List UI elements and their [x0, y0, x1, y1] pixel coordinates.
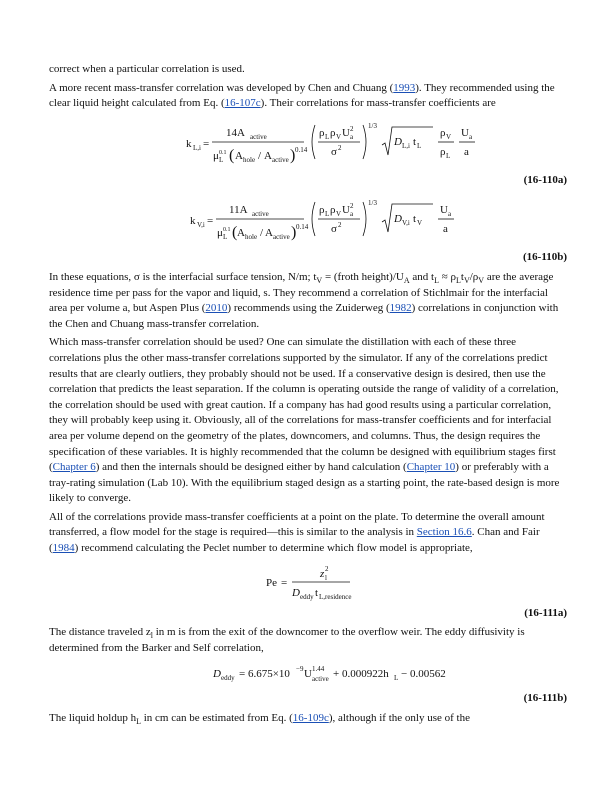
svg-text:V,i: V,i: [402, 219, 410, 228]
paragraph-residence-time: In these equations, σ is the interfacial surface tension, N/m; $t_V$ = (froth $height)/U_A$ and $t_L \approx \rho_Lt_V/\rho_V$ are the average residence time per pass for the vapor and liquid, s. They recommend a correlation of Stichlmair for the interfacial area per volume a, but Aspen Plus (2010) recommends using the Zuiderweg (1982) correlations in conjunction with the Chen and Chuang mass-transfer correlation.: [49, 270, 559, 330]
citation-link-1984[interactable]: 1984: [52, 542, 75, 555]
svg-text:L: L: [394, 674, 399, 683]
svg-text:V: V: [446, 132, 452, 141]
svg-text:ρ: ρ: [440, 145, 446, 158]
svg-text:hole: hole: [243, 155, 256, 164]
svg-text:2: 2: [338, 221, 342, 230]
svg-text:a: a: [350, 210, 354, 219]
svg-text:): ): [291, 224, 297, 242]
equation-number-16-110b: (16-110b): [523, 251, 567, 264]
svg-text:D: D: [394, 135, 402, 148]
svg-text:/: /: [258, 149, 262, 162]
svg-text:l: l: [325, 573, 327, 582]
svg-text:(: (: [232, 224, 238, 242]
chapter-6-link[interactable]: Chapter 6: [52, 461, 96, 474]
paragraph-which-correlation: Which mass-transfer correlation should be used? One can simulate the distillation with each of these three correlations plus the other mass-transfer correlations supported by the simulator. If any of the correlations predict results that are clearly outliers, they probably should not be used. If a conservative design is desired, then use the correlation that predicts the least separation. If the column is operating outside the range of validity of a correlation, the correlation should be used with great caution. If a company has had good results using a particular correlation, they will probably keep using it. Obviously, all of the correlations for mass-transfer coefficients and for interfacial area per volume depend on the geometry of the plates, downcomers, and columns. Thus, the design requires the specification of these variables. It is highly recommended that the column be designed with equilibrium stages first (Chapter 6) and then the internals should be designed either by hand calculation (Chapter 10) or preferably with a tray-rating simulation (Lab 10). With the equilibrium staged design as a starting point, the rate-based design is more likely to converge.: [49, 336, 560, 505]
svg-text:L: L: [325, 210, 330, 219]
svg-text:2: 2: [350, 202, 354, 211]
svg-text:=: =: [203, 137, 210, 150]
svg-text:a: a: [448, 210, 452, 219]
svg-text:=: =: [281, 576, 288, 589]
svg-text:σ: σ: [331, 223, 337, 236]
svg-text:D: D: [292, 586, 300, 599]
eq1-lhs: k: [186, 137, 192, 150]
svg-text:0.14: 0.14: [296, 223, 309, 232]
equation-number-16-110a: (16-110a): [523, 173, 567, 186]
equation-16-110a: [49, 115, 567, 171]
svg-text:Pe: Pe: [266, 576, 277, 589]
svg-text:L: L: [417, 141, 422, 150]
svg-text:t: t: [315, 586, 319, 599]
svg-text:ρ: ρ: [440, 126, 446, 139]
svg-text:U: U: [342, 204, 350, 217]
svg-text:μ: μ: [213, 149, 219, 162]
svg-text:D: D: [213, 668, 221, 681]
paragraph-flow-model: All of the correlations provide mass-transfer coefficients at a point on the plate. To determine the overall amount transferred, a flow model for the stage is required—this is similar to the analysis in Section 16.6. Chan and Fair (1984) recommend calculating the Peclet number to determine which flow model is appropriate,: [49, 510, 545, 555]
svg-text:A: A: [235, 149, 243, 162]
equation-16-111a: [49, 560, 567, 604]
svg-text:0.14: 0.14: [295, 145, 308, 154]
svg-text:A: A: [265, 227, 273, 240]
svg-text:L: L: [446, 151, 451, 160]
svg-text:ρ: ρ: [330, 126, 336, 139]
svg-text:ρ: ρ: [319, 204, 325, 217]
svg-text:V: V: [417, 219, 423, 228]
svg-text:− 0.00562: − 0.00562: [401, 668, 446, 681]
equation-16-110b: [49, 192, 567, 248]
svg-text:2: 2: [325, 564, 329, 573]
svg-text:U: U: [304, 668, 312, 681]
paragraph-intro: correct when a particular correlation is used.: [49, 63, 245, 75]
svg-text:0.1: 0.1: [223, 227, 231, 234]
eq1-lhs-sub: L,i: [193, 143, 201, 152]
svg-text:2: 2: [350, 124, 354, 133]
svg-text:active: active: [272, 155, 289, 164]
citation-link-1982[interactable]: 1982: [389, 302, 412, 315]
svg-text:11A: 11A: [229, 204, 248, 217]
paragraph-eddy-diffusivity: The distance traveled $z_l$ in m is from the exit of the downcomer to the overflow weir. The eddy diffusivity is determined from the Barker and Self correlation,: [49, 626, 525, 654]
svg-text:): ): [290, 146, 296, 164]
svg-text:a: a: [464, 145, 469, 158]
svg-text:z: z: [320, 567, 325, 580]
svg-text:k: k: [190, 215, 196, 228]
svg-text:−9: −9: [296, 665, 304, 674]
svg-text:a: a: [350, 132, 354, 141]
svg-text:=: =: [207, 215, 214, 228]
svg-text:+ 0.000922h: + 0.000922h: [333, 668, 389, 681]
paragraph-chen-chuang: A more recent mass-transfer correlation was developed by Chen and Chuang (1993). They recommended using the clear liquid height calculated from Eq. (16-107c). Their correlations for mass-transfer coefficients are: [49, 81, 555, 110]
svg-text:L,residence: L,residence: [319, 592, 352, 601]
svg-text:/: /: [260, 227, 264, 240]
svg-text:ρ: ρ: [330, 204, 336, 217]
svg-text:active: active: [312, 675, 329, 684]
svg-text:D: D: [394, 213, 402, 226]
svg-text:a: a: [443, 223, 448, 236]
paragraph-liquid-holdup: The liquid holdup $h_L$ in cm can be estimated from Eq. (16-109c), although if the only use of the: [49, 712, 470, 727]
svg-text:A: A: [264, 149, 272, 162]
svg-text:1/3: 1/3: [368, 121, 377, 130]
svg-text:ρ: ρ: [319, 126, 325, 139]
svg-text:eddy: eddy: [221, 674, 235, 683]
svg-text:U: U: [440, 204, 448, 217]
svg-text:a: a: [469, 132, 473, 141]
svg-text:L: L: [219, 155, 224, 164]
svg-text:hole: hole: [245, 233, 258, 242]
svg-text:σ: σ: [331, 145, 337, 158]
svg-text:t: t: [413, 135, 417, 148]
svg-text:active: active: [252, 210, 269, 219]
chapter-10-link[interactable]: Chapter 10: [406, 461, 456, 474]
document-page: [49, 62, 567, 730]
svg-text:(: (: [229, 146, 235, 164]
svg-text:V: V: [336, 132, 342, 141]
equation-number-16-111b: (16-111b): [523, 692, 567, 705]
svg-text:μ: μ: [217, 227, 223, 240]
svg-text:V: V: [336, 210, 342, 219]
citation-link-2010[interactable]: 2010: [205, 302, 228, 315]
svg-text:A: A: [237, 227, 245, 240]
svg-text:U: U: [342, 126, 350, 139]
svg-text:L: L: [325, 132, 330, 141]
svg-text:14A: 14A: [226, 126, 245, 139]
svg-text:eddy: eddy: [300, 592, 314, 601]
svg-text:= 6.675×10: = 6.675×10: [239, 668, 290, 681]
svg-text:1.44: 1.44: [312, 665, 325, 674]
equation-link-16-109c[interactable]: 16-109c: [292, 712, 329, 725]
svg-text:active: active: [273, 233, 290, 242]
equation-16-111b: [49, 659, 567, 689]
svg-text:V,i: V,i: [197, 221, 205, 230]
svg-text:U: U: [461, 126, 469, 139]
equation-link-16-107c[interactable]: 16-107c: [224, 97, 261, 110]
svg-text:L: L: [223, 233, 228, 242]
equation-number-16-111a: (16-111a): [524, 606, 567, 619]
svg-text:0.1: 0.1: [219, 149, 227, 156]
section-16-6-link[interactable]: Section 16.6: [416, 526, 472, 539]
svg-text:t: t: [413, 213, 417, 226]
svg-text:1/3: 1/3: [368, 199, 377, 208]
citation-link-1993[interactable]: 1993: [393, 81, 416, 94]
svg-text:L,i: L,i: [402, 141, 410, 150]
svg-text:active: active: [250, 132, 267, 141]
svg-text:2: 2: [338, 143, 342, 152]
